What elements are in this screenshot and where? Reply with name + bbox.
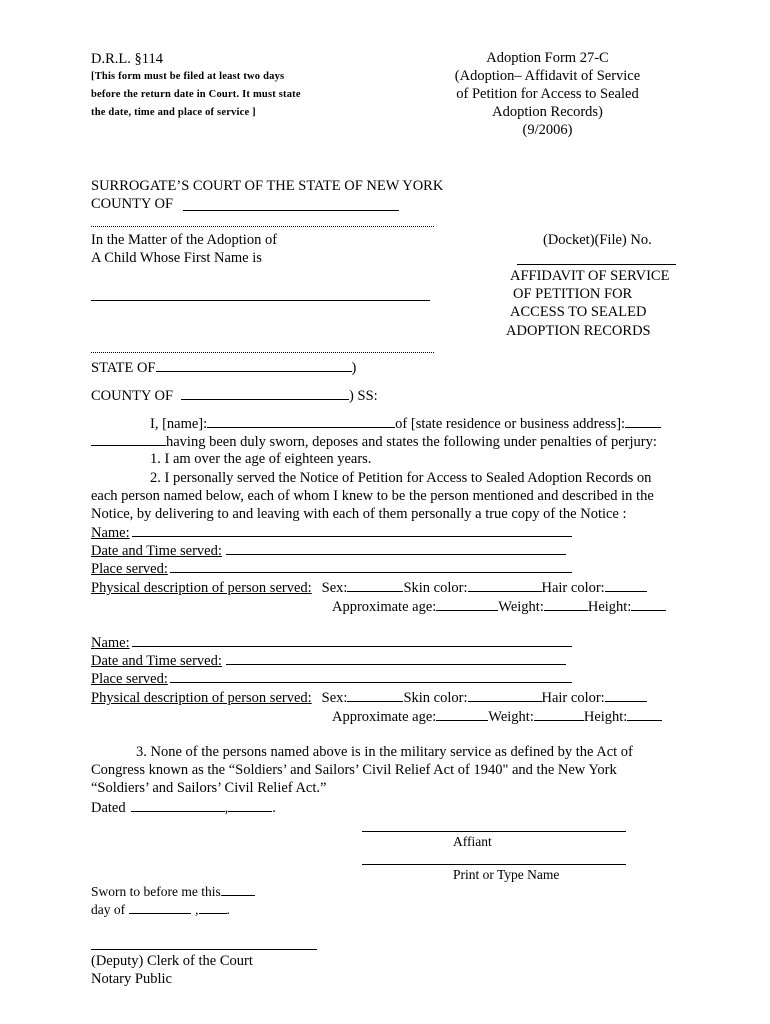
matter-line-1: In the Matter of the Adoption of (91, 232, 278, 248)
notary-label: Notary Public (91, 971, 172, 987)
service1-weight-label: Weight: (498, 599, 544, 615)
service1-height-field[interactable] (631, 597, 666, 611)
separator-dotted (91, 352, 434, 353)
service1-place-field[interactable] (170, 559, 572, 573)
form-date: (9/2006) (522, 122, 573, 138)
print-name-label: Print or Type Name (453, 867, 560, 882)
service1-physical-label: Physical description of person served: (91, 580, 312, 596)
service2-sex-label: Sex: (321, 690, 348, 706)
service2-skin-field[interactable] (468, 688, 542, 702)
child-first-name-field[interactable] (91, 300, 430, 301)
clerk-label: (Deputy) Clerk of the Court (91, 953, 253, 969)
dated-label: Dated (91, 800, 126, 816)
service1-weight-field[interactable] (544, 597, 588, 611)
service2-weight-label: Weight: (488, 709, 534, 725)
affiant-name-field[interactable] (207, 414, 395, 428)
service1-name-label: Name: (91, 525, 130, 541)
sworn-month-field[interactable] (129, 900, 191, 914)
docket-number-field[interactable] (517, 264, 676, 265)
form-number: Adoption Form 27-C (486, 50, 609, 66)
form-title-line-2: of Petition for Access to Sealed (456, 86, 639, 102)
service1-sex-label: Sex: (321, 580, 348, 596)
service2-skin-label: Skin color: (403, 690, 468, 706)
statute-reference: D.R.L. §114 (91, 51, 163, 67)
venue-state-close: ) (351, 360, 357, 376)
service1-hair-label: Hair color: (541, 580, 605, 596)
sworn-day-field[interactable] (221, 882, 255, 896)
affiant-name-label: I, [name]: (150, 416, 208, 432)
filing-note-line-2: before the return date in Court. It must state (91, 89, 301, 100)
service1-sex-field[interactable] (347, 578, 403, 592)
matter-line-2: A Child Whose First Name is (91, 250, 262, 266)
court-county-field[interactable] (183, 210, 399, 211)
item-3-line-1: 3. None of the persons named above is in the military service as defined by the Act of (136, 744, 633, 760)
form-title-line-1: (Adoption– Affidavit of Service (454, 68, 641, 84)
sworn-statement: having been duly sworn, deposes and states the following under penalties of perjury: (166, 434, 657, 450)
service2-hair-field[interactable] (605, 688, 647, 702)
item-2-line-2: each person named below, each of whom I knew to be the person mentioned and described in the (91, 488, 654, 504)
dated-month-day-field[interactable] (131, 798, 225, 812)
item-3-line-3: “Soldiers’ and Sailors’ Civil Relief Act.” (91, 780, 327, 796)
affidavit-title-line-2: OF PETITION FOR (513, 286, 633, 302)
day-of-end: . (226, 902, 230, 917)
item-3-line-2: Congress known as the “Soldiers’ and Sailors’ Civil Relief Act of 1940" and the New York (91, 762, 617, 778)
day-of-label: day of (91, 902, 126, 917)
sworn-label: Sworn to before me this (91, 884, 221, 899)
affidavit-title-line-4: ADOPTION RECORDS (506, 323, 651, 339)
service2-datetime-label: Date and Time served: (91, 653, 222, 669)
service1-age-field[interactable] (436, 597, 498, 611)
service1-datetime-field[interactable] (226, 541, 566, 555)
affidavit-title-line-3: ACCESS TO SEALED (510, 304, 647, 320)
service2-age-field[interactable] (436, 707, 488, 721)
service2-physical-label: Physical description of person served: (91, 690, 312, 706)
form-title-line-3: Adoption Records) (492, 104, 603, 120)
service1-hair-field[interactable] (605, 578, 647, 592)
venue-county-label: COUNTY OF (91, 388, 174, 404)
service2-weight-field[interactable] (534, 707, 584, 721)
clerk-signature-line[interactable] (91, 949, 317, 950)
address-label: of [state residence or business address]: (395, 416, 626, 432)
affiant-signature-line[interactable] (362, 831, 626, 832)
affiant-label: Affiant (453, 834, 492, 849)
service2-height-label: Height: (583, 709, 628, 725)
dated-year-field[interactable] (228, 798, 272, 812)
service2-hair-label: Hair color: (541, 690, 605, 706)
service1-height-label: Height: (587, 599, 632, 615)
service1-skin-label: Skin color: (403, 580, 468, 596)
service1-place-label: Place served: (91, 561, 168, 577)
venue-county-close: ) SS: (349, 388, 378, 404)
service2-name-field[interactable] (132, 633, 572, 647)
item-2-line-3: Notice, by delivering to and leaving with each of them personally a true copy of the Notice : (91, 506, 627, 522)
service2-age-label: Approximate age: (332, 709, 437, 725)
filing-note-line-3: the date, time and place of service ] (91, 107, 256, 118)
service2-place-label: Place served: (91, 671, 168, 687)
venue-state-label: STATE OF (91, 360, 156, 376)
address-field[interactable] (625, 414, 661, 428)
venue-county-field[interactable] (181, 386, 349, 400)
sworn-year-field[interactable] (199, 900, 227, 914)
service1-name-field[interactable] (132, 523, 572, 537)
service1-datetime-label: Date and Time served: (91, 543, 222, 559)
separator-dotted (91, 226, 434, 227)
service2-sex-field[interactable] (347, 688, 403, 702)
court-name: SURROGATE’S COURT OF THE STATE OF NEW YORK (91, 178, 444, 194)
affidavit-title-line-1: AFFIDAVIT OF SERVICE (510, 268, 670, 284)
service2-height-field[interactable] (627, 707, 662, 721)
docket-label: (Docket)(File) No. (543, 232, 652, 248)
service1-skin-field[interactable] (468, 578, 542, 592)
venue-state-field[interactable] (156, 358, 352, 372)
filing-note-line-1: [This form must be filed at least two days (91, 71, 285, 82)
address-field-continued[interactable] (91, 432, 166, 446)
dated-end: . (272, 800, 276, 816)
day-of-separator: , (195, 902, 199, 917)
item-2-line-1: 2. I personally served the Notice of Petition for Access to Sealed Adoption Records on (150, 470, 652, 486)
print-name-line[interactable] (362, 864, 626, 865)
item-1: 1. I am over the age of eighteen years. (150, 451, 372, 467)
service2-name-label: Name: (91, 635, 130, 651)
service1-age-label: Approximate age: (332, 599, 437, 615)
dated-separator: , (224, 800, 229, 816)
service2-place-field[interactable] (170, 669, 572, 683)
service2-datetime-field[interactable] (226, 651, 566, 665)
court-county-label: COUNTY OF (91, 196, 174, 212)
